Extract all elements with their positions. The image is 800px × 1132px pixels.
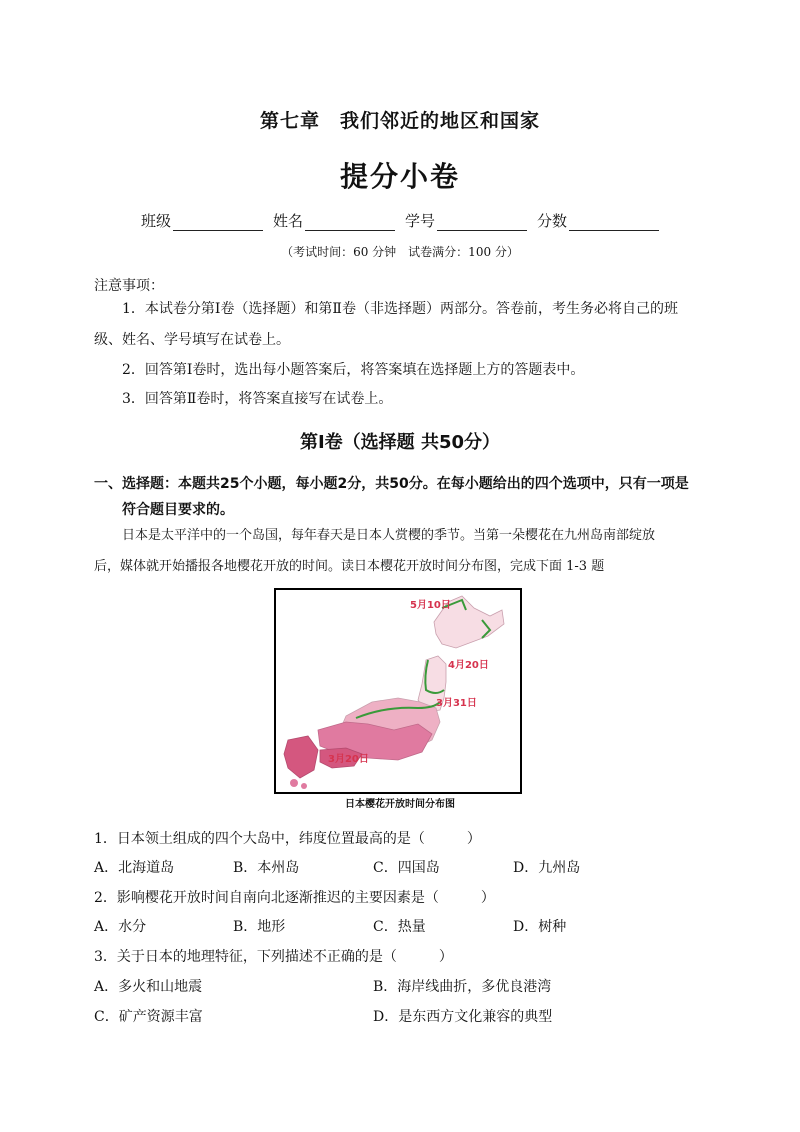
section-instruction: 一、选择题：本题共25个小题，每小题2分，共50分。在每小题给出的四个选项中，只有一项是 <box>94 476 689 492</box>
name-blank <box>305 215 395 231</box>
question-2: 2．影响樱花开放时间自南向北逐渐推迟的主要因素是（ ） <box>94 890 495 906</box>
label-mar-20: 3月20日 <box>328 754 369 765</box>
name-field: 姓名 <box>273 210 395 231</box>
student-id-field: 学号 <box>405 210 527 231</box>
question-3: 3．关于日本的地理特征，下列描述不正确的是（ ） <box>94 949 453 965</box>
note-item-1: 1．本试卷分第Ⅰ卷（选择题）和第Ⅱ卷（非选择题）两部分。答卷前，考生务必将自己的班 <box>122 301 678 317</box>
q1-option-d: D．九州岛 <box>513 860 581 876</box>
chapter-title: 第七章 我们邻近的地区和国家 <box>259 110 540 132</box>
japan-sakura-map <box>274 588 522 794</box>
q2-option-d: D．树种 <box>513 919 567 935</box>
q3-option-a: A．多火和山地震 <box>94 979 203 995</box>
q1-option-c: C．四国岛 <box>373 860 440 876</box>
exam-time: （考试时间：60 分钟 试卷满分：100 分） <box>281 245 519 259</box>
q3-option-b: B．海岸线曲折，多优良港湾 <box>373 979 552 995</box>
page-title: 提分小卷 <box>339 160 460 193</box>
note-item-3: 3．回答第Ⅱ卷时，将答案直接写在试卷上。 <box>122 391 393 407</box>
score-field: 分数 <box>537 210 659 231</box>
label-mar-31: 3月31日 <box>436 698 477 709</box>
score-blank <box>569 215 659 231</box>
southern-islands <box>301 783 307 789</box>
section-instruction-cont: 符合题目要求的。 <box>122 502 234 518</box>
label-apr-20: 4月20日 <box>448 660 489 671</box>
class-blank <box>173 215 263 231</box>
label-may-10: 5月10日 <box>410 600 451 611</box>
q3-option-c: C．矿产资源丰富 <box>94 1009 203 1025</box>
section-title: 第Ⅰ卷（选择题 共50分） <box>299 432 500 453</box>
q3-option-d: D．是东西方文化兼容的典型 <box>373 1009 553 1025</box>
southern-islands <box>290 779 298 787</box>
q1-option-b: B．本州岛 <box>233 860 300 876</box>
map-graphic <box>276 590 520 792</box>
note-item-2: 2．回答第Ⅰ卷时，选出每小题答案后，将答案填在选择题上方的答题表中。 <box>122 362 585 378</box>
q2-option-a: A．水分 <box>94 919 147 935</box>
notes-heading: 注意事项： <box>94 278 164 294</box>
map-caption: 日本樱花开放时间分布图 <box>345 799 455 810</box>
student-info-line <box>0 210 800 231</box>
class-field: 班级 <box>141 210 263 231</box>
q2-option-b: B．地形 <box>233 919 286 935</box>
passage-line-2: 后，媒体就开始播报各地樱花开放的时间。读日本樱花开放时间分布图，完成下面 1-3 题 <box>94 559 605 574</box>
student-id-blank <box>437 215 527 231</box>
q1-option-a: A．北海道岛 <box>94 860 175 876</box>
kyushu-island <box>284 736 318 778</box>
passage-line-1: 日本是太平洋中的一个岛国，每年春天是日本人赏樱的季节。当第一朵樱花在九州岛南部绽放 <box>122 528 656 543</box>
note-item-1-cont: 级、姓名、学号填写在试卷上。 <box>94 332 290 348</box>
question-1: 1．日本领土组成的四个大岛中，纬度位置最高的是（ ） <box>94 831 481 847</box>
q2-option-c: C．热量 <box>373 919 426 935</box>
